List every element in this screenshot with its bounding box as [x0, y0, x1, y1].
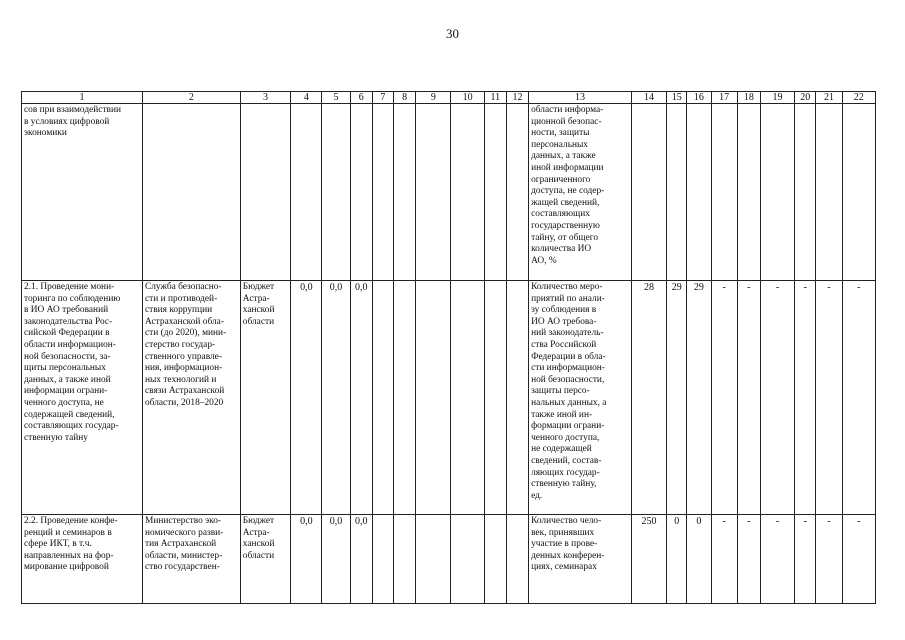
- column-number: 12: [506, 92, 528, 104]
- column-number: 19: [760, 92, 794, 104]
- value-cell-16: 29: [687, 281, 711, 515]
- column-number: 22: [842, 92, 875, 104]
- activity-cell: сов при взаимодействии в условиях цифровой экономики: [22, 104, 143, 281]
- value-cell-17: [711, 104, 737, 281]
- value-cell-5: 0,0: [322, 515, 350, 604]
- column-number: 18: [737, 92, 760, 104]
- table-row: [22, 104, 876, 281]
- empty-cell: [484, 515, 506, 604]
- indicator-cell: Количество чело- век, принявших участие в прове- денных конферен- циях, семинарах: [529, 515, 632, 604]
- value-cell-21: -: [816, 515, 842, 604]
- empty-cell: [451, 281, 484, 515]
- empty-cell: [416, 515, 451, 604]
- column-number: 9: [416, 92, 451, 104]
- value-cell-22: -: [842, 515, 875, 604]
- executor-cell: Министерство эко- номического разви- тия Астраханской области, министер- ство государствен-: [142, 515, 240, 604]
- value-cell-5: [322, 104, 350, 281]
- executor-cell: [142, 104, 240, 281]
- empty-cell: [416, 281, 451, 515]
- empty-cell: [484, 104, 506, 281]
- program-table: [21, 91, 876, 604]
- column-number: 15: [667, 92, 687, 104]
- value-cell-19: -: [760, 515, 794, 604]
- value-cell-15: 0: [667, 515, 687, 604]
- value-cell-16: [687, 104, 711, 281]
- column-number: 20: [795, 92, 816, 104]
- table-row: [22, 515, 876, 604]
- value-cell-21: -: [816, 281, 842, 515]
- value-cell-18: [737, 104, 760, 281]
- value-cell-16: 0: [687, 515, 711, 604]
- value-cell-19: [760, 104, 794, 281]
- value-cell-17: -: [711, 281, 737, 515]
- activity-cell: 2.1. Проведение мони- торинга по соблюдению в ИО АО требований законодательства Рос- сийской Федерации в области информацион- ной безопасности, за- щиты персональных данных, а также иной информации ограни- ченного доступа, не содержащей сведений, составляющих государ- ственную тайну: [22, 281, 143, 515]
- activity-cell: 2.2. Проведение конфе- ренций и семинаров в сфере ИКТ, в т.ч. направленных на фор- мирование цифровой: [22, 515, 143, 604]
- value-cell-21: [816, 104, 842, 281]
- empty-cell: [394, 281, 416, 515]
- value-cell-14: 250: [631, 515, 666, 604]
- column-number: 13: [529, 92, 632, 104]
- empty-cell: [506, 104, 528, 281]
- value-cell-15: [667, 104, 687, 281]
- value-cell-22: [842, 104, 875, 281]
- empty-cell: [372, 515, 393, 604]
- column-number: 16: [687, 92, 711, 104]
- value-cell-18: -: [737, 281, 760, 515]
- empty-cell: [394, 104, 416, 281]
- empty-cell: [394, 515, 416, 604]
- column-number: 4: [291, 92, 322, 104]
- empty-cell: [506, 515, 528, 604]
- executor-cell: Служба безопасно- сти и противодей- ствия коррупции Астраханской обла- сти (до 2020), мини- стерство государ- ственного управле- ния, информацион- ных технологий и связи Астраханской области, 2018–2020: [142, 281, 240, 515]
- value-cell-5: 0,0: [322, 281, 350, 515]
- column-number: 6: [350, 92, 372, 104]
- column-number: 21: [816, 92, 842, 104]
- funding-source-cell: [240, 104, 290, 281]
- column-number: 7: [372, 92, 393, 104]
- value-cell-6: 0,0: [350, 515, 372, 604]
- page-number: 30: [446, 26, 459, 41]
- column-number: 2: [142, 92, 240, 104]
- column-number: 11: [484, 92, 506, 104]
- empty-cell: [451, 515, 484, 604]
- indicator-cell: области информа- ционной безопас- ности, защиты персональных данных, а также иной информации ограниченного доступа, не содер- жащей сведений, составляющих государственную тайну, от общего количества ИО АО, %: [529, 104, 632, 281]
- empty-cell: [451, 104, 484, 281]
- value-cell-14: [631, 104, 666, 281]
- empty-cell: [484, 281, 506, 515]
- column-number-row: [22, 92, 876, 104]
- value-cell-17: -: [711, 515, 737, 604]
- value-cell-6: 0,0: [350, 281, 372, 515]
- value-cell-22: -: [842, 281, 875, 515]
- column-number: 17: [711, 92, 737, 104]
- funding-source-cell: Бюджет Астра- ханской области: [240, 515, 290, 604]
- empty-cell: [506, 281, 528, 515]
- indicator-cell: Количество меро- приятий по анали- зу соблюдения в ИО АО требова- ний законодатель- ства Российской Федерации в обла- сти информацион- ной безопасности, защиты персо- нальных данных, а также иной ин- формации ограни- ченного доступа, не содержащей сведений, состав- ляющих государ- ственную тайну, ед.: [529, 281, 632, 515]
- value-cell-4: [291, 104, 322, 281]
- value-cell-18: -: [737, 515, 760, 604]
- value-cell-20: [795, 104, 816, 281]
- value-cell-19: -: [760, 281, 794, 515]
- funding-source-cell: Бюджет Астра- ханской области: [240, 281, 290, 515]
- empty-cell: [372, 104, 393, 281]
- value-cell-20: -: [795, 515, 816, 604]
- column-number: 1: [22, 92, 143, 104]
- column-number: 5: [322, 92, 350, 104]
- value-cell-4: 0,0: [291, 281, 322, 515]
- value-cell-6: [350, 104, 372, 281]
- empty-cell: [416, 104, 451, 281]
- value-cell-14: 28: [631, 281, 666, 515]
- value-cell-4: 0,0: [291, 515, 322, 604]
- empty-cell: [372, 281, 393, 515]
- value-cell-20: -: [795, 281, 816, 515]
- table-row: [22, 281, 876, 515]
- column-number: 8: [394, 92, 416, 104]
- column-number: 10: [451, 92, 484, 104]
- column-number: 14: [631, 92, 666, 104]
- value-cell-15: 29: [667, 281, 687, 515]
- column-number: 3: [240, 92, 290, 104]
